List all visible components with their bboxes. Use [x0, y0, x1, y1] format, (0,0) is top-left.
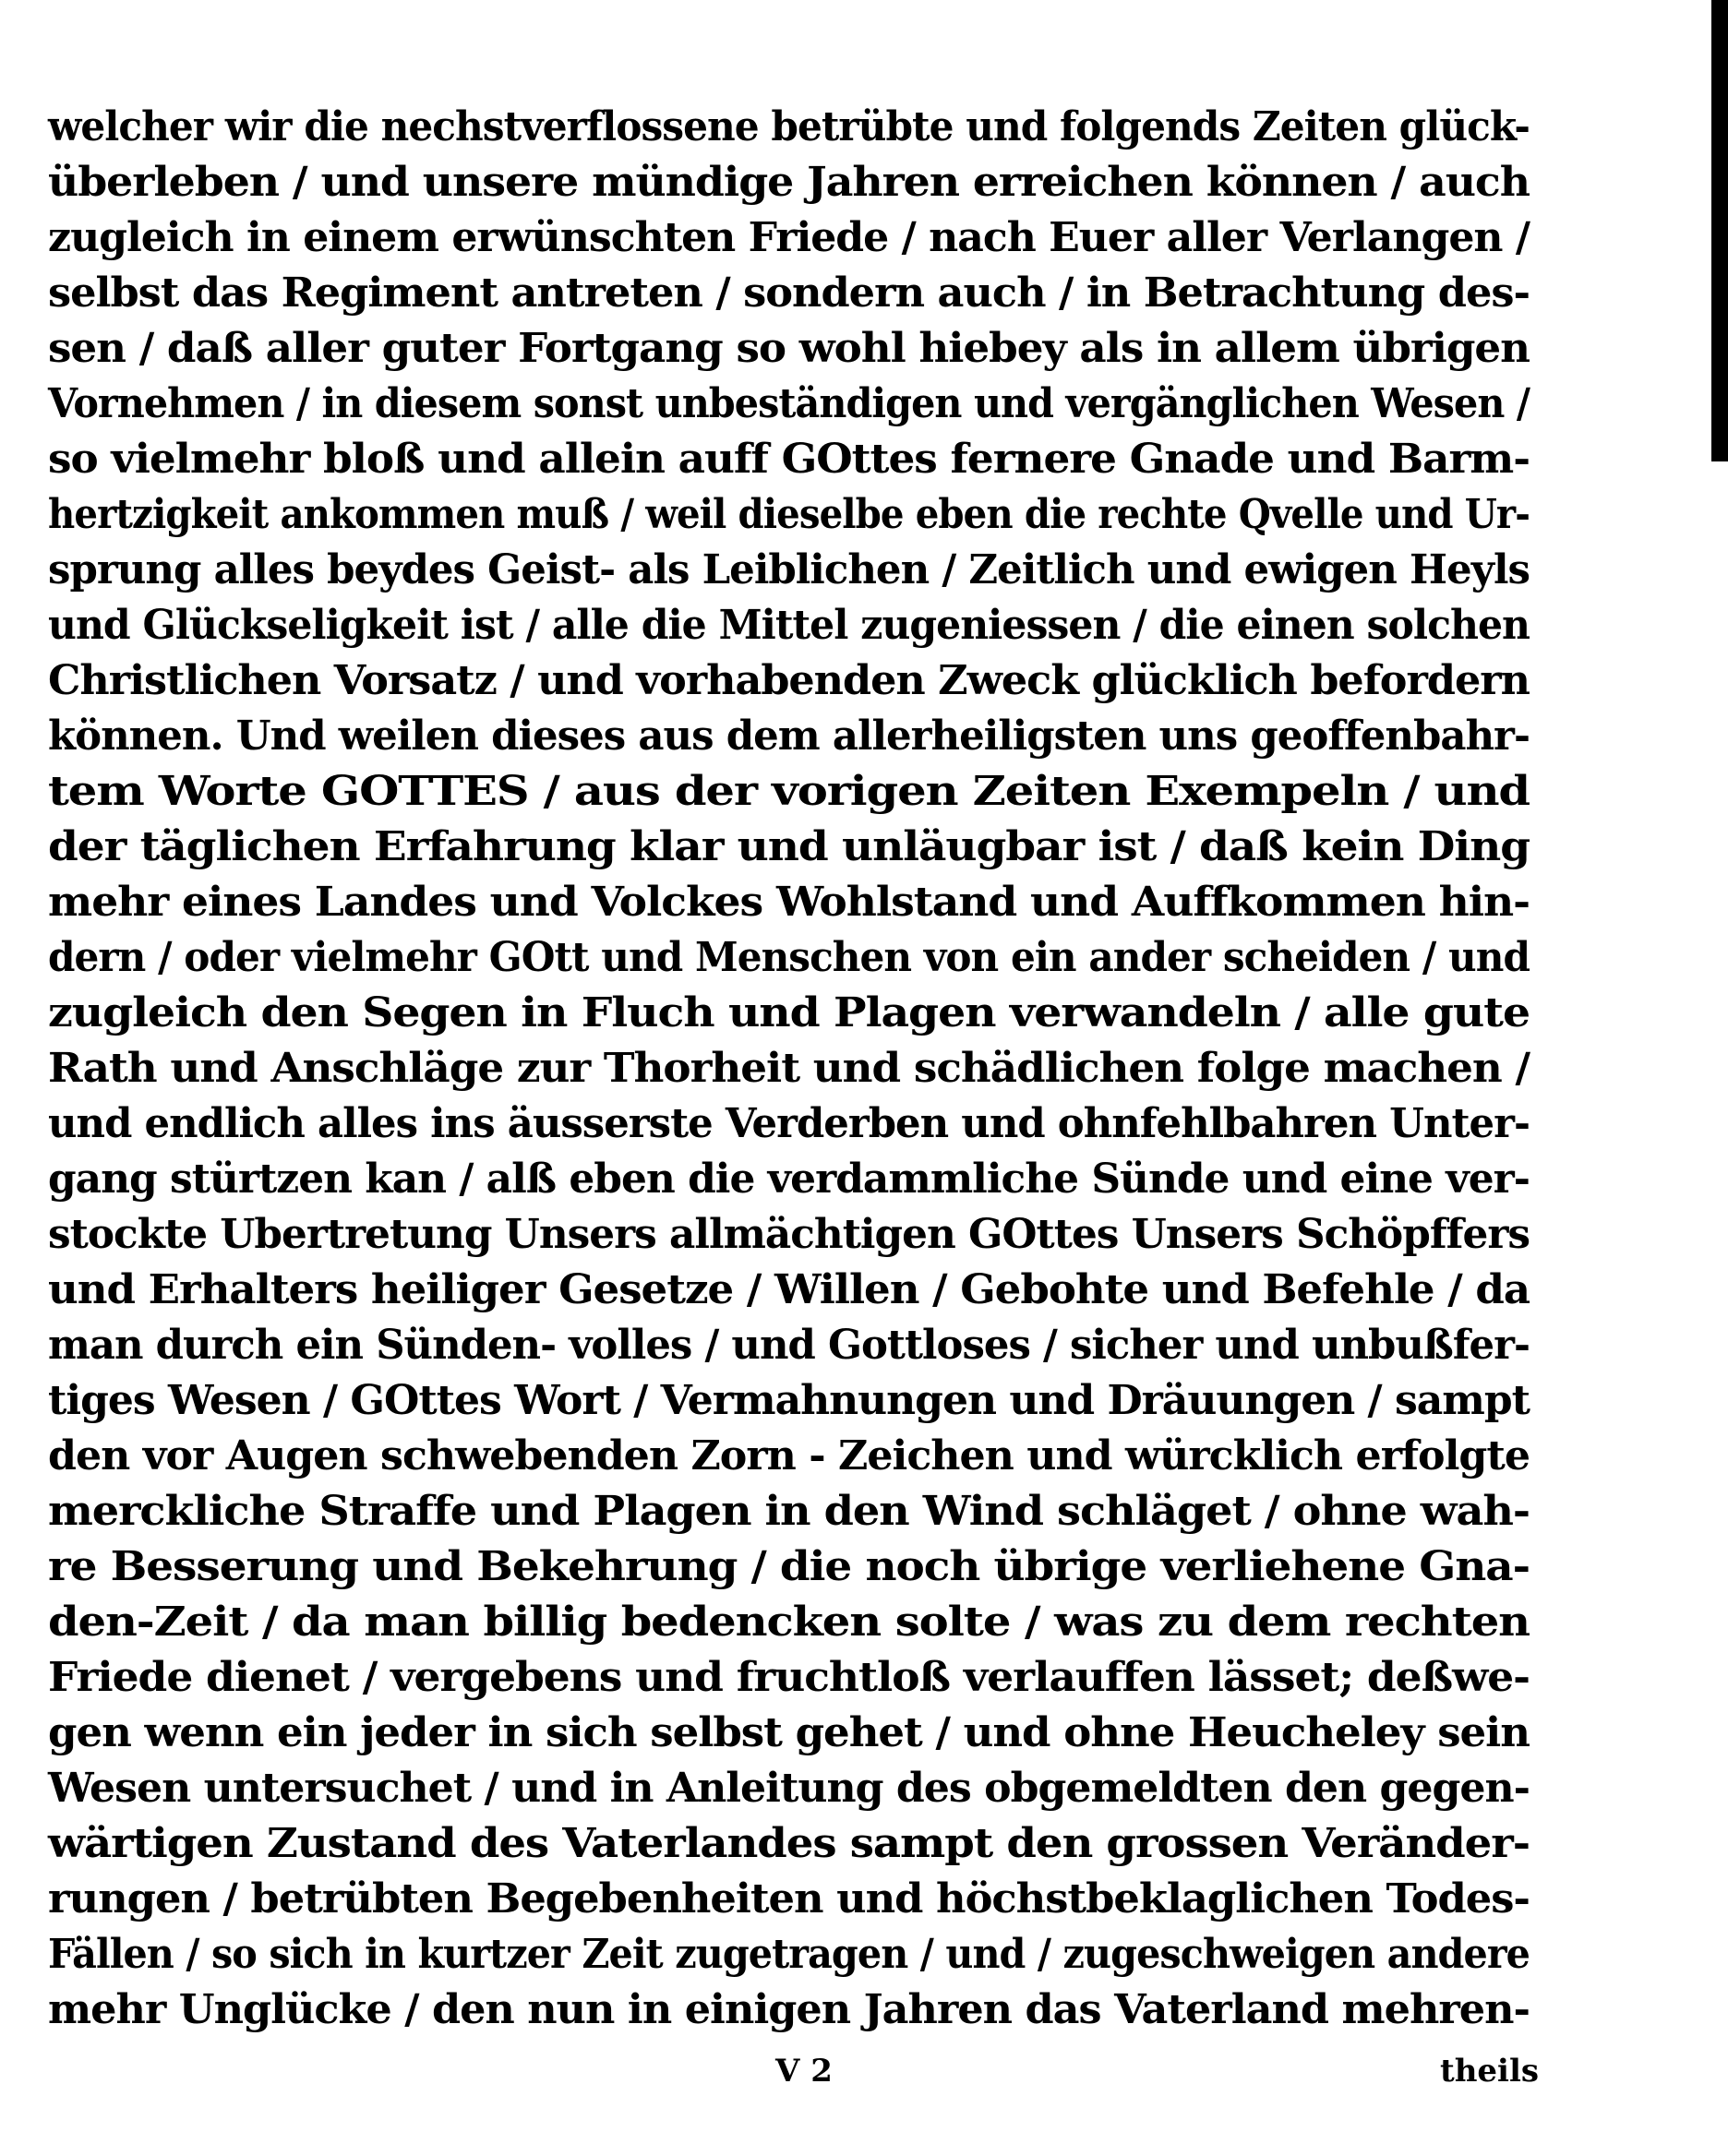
text-line: [48, 1096, 1530, 1152]
text-line-content: sen / daß aller guter Fortgang so wohl hiebey als in allem übrigen: [48, 325, 1530, 372]
text-line-content: mehr Unglücke / den nun in einigen Jahren das Vaterland mehren-: [48, 1986, 1530, 2033]
text-line: [48, 1595, 1530, 1650]
text-line-content: selbst das Regiment antreten / sondern auch / in Betrachtung des-: [48, 270, 1530, 317]
text-line-content: dern / oder vielmehr GOtt und Menschen von ein ander scheiden / und: [48, 934, 1530, 981]
text-line-content: re Besserung und Bekehrung / die noch übrige verliehene Gna-: [48, 1543, 1530, 1590]
text-line: [48, 1373, 1530, 1429]
text-line: [48, 377, 1530, 432]
text-line-content: stockte Ubertretung Unsers allmächtigen GOttes Unsers Schöpffers: [48, 1211, 1530, 1258]
text-line-content: merckliche Straffe und Plagen in den Wind schläget / ohne wah-: [48, 1488, 1530, 1535]
text-line: [48, 598, 1530, 653]
text-line: [48, 764, 1530, 820]
text-line: [48, 930, 1530, 986]
text-line-content: und Erhalters heiliger Gesetze / Willen / Gebohte und Befehle / da: [48, 1266, 1530, 1313]
text-line-content: rungen / betrübten Begebenheiten und höchstbeklaglichen Todes-: [48, 1875, 1530, 1922]
catchword: theils: [1440, 2053, 1540, 2090]
text-line-content: den vor Augen schwebenden Zorn - Zeichen und würcklich erfolgte: [48, 1432, 1530, 1479]
scan-edge: [1711, 0, 1728, 461]
text-block: [48, 100, 1530, 2038]
text-line: [48, 1263, 1530, 1318]
text-line: [48, 1816, 1530, 1872]
text-line-content: Wesen untersuchet / und in Anleitung des obgemeldten den gegen-: [48, 1765, 1530, 1812]
text-line-content: tiges Wesen / GOttes Wort / Vermahnungen und Dräuungen / sampt: [48, 1377, 1530, 1424]
text-line: [48, 986, 1530, 1041]
text-line: [48, 155, 1530, 210]
text-line-content: tem Worte GOTTES / aus der vorigen Zeiten Exempeln / und: [48, 768, 1530, 815]
text-line-content: Vornehmen / in diesem sonst unbeständigen und vergänglichen Wesen /: [48, 380, 1530, 427]
text-line: [48, 1484, 1530, 1539]
text-line: [48, 432, 1530, 487]
text-line-content: man durch ein Sünden- volles / und Gottloses / sicher und unbußfer-: [48, 1322, 1530, 1369]
text-line: [48, 1207, 1530, 1263]
text-line-content: können. Und weilen dieses aus dem allerheiligsten uns geoffenbahr-: [48, 713, 1530, 760]
text-line: [48, 1982, 1530, 2038]
text-line-content: und endlich alles ins äusserste Verderben und ohnfehlbahren Unter-: [48, 1100, 1530, 1147]
text-line: [48, 1539, 1530, 1595]
text-line-content: Christlichen Vorsatz / und vorhabenden Zweck glücklich befordern: [48, 657, 1530, 704]
text-line: [48, 543, 1530, 598]
text-line-content: den-Zeit / da man billig bedencken solte / was zu dem rechten: [48, 1599, 1530, 1646]
text-line: [48, 875, 1530, 930]
text-line-content: gang stürtzen kan / alß eben die verdammliche Sünde und eine ver-: [48, 1156, 1530, 1203]
text-line: [48, 820, 1530, 875]
text-line: [48, 709, 1530, 764]
text-line-content: sprung alles beydes Geist- als Leiblichen / Zeitlich und ewigen Heyls: [48, 546, 1530, 593]
text-line-content: Rath und Anschläge zur Thorheit und schädlichen folge machen /: [48, 1045, 1530, 1092]
text-line: [48, 1318, 1530, 1373]
text-line: [48, 1872, 1530, 1927]
text-line-content: hertzigkeit ankommen muß / weil dieselbe eben die rechte Qvelle und Ur-: [48, 491, 1530, 538]
text-line-content: überleben / und unsere mündige Jahren erreichen können / auch: [48, 159, 1530, 206]
text-line-content: wärtigen Zustand des Vaterlandes sampt den grossen Veränder-: [48, 1820, 1530, 1867]
text-line: [48, 321, 1530, 377]
text-line: [48, 487, 1530, 543]
text-line: [48, 1927, 1530, 1982]
text-line-content: gen wenn ein jeder in sich selbst gehet / und ohne Heucheley sein: [48, 1709, 1530, 1756]
text-line-content: zugleich den Segen in Fluch und Plagen verwandeln / alle gute: [48, 989, 1530, 1036]
signature-mark: V 2: [775, 2053, 833, 2090]
text-line-content: welcher wir die nechstverflossene betrübte und folgends Zeiten glück-: [48, 103, 1530, 150]
text-line: [48, 1152, 1530, 1207]
text-line-content: Friede dienet / vergebens und fruchtloß verlauffen lässet; deßwe-: [48, 1654, 1530, 1701]
text-line: [48, 100, 1530, 155]
text-line-content: Fällen / so sich in kurtzer Zeit zugetragen / und / zugeschweigen andere: [48, 1931, 1530, 1978]
text-line: [48, 1650, 1530, 1706]
text-line: [48, 1041, 1530, 1096]
text-line: [48, 1429, 1530, 1484]
text-line: [48, 1706, 1530, 1761]
text-line-content: und Glückseligkeit ist / alle die Mittel zugeniessen / die einen solchen: [48, 602, 1530, 649]
text-line-content: zugleich in einem erwünschten Friede / nach Euer aller Verlangen /: [48, 214, 1530, 261]
text-line: [48, 653, 1530, 709]
text-line: [48, 1761, 1530, 1816]
text-line: [48, 210, 1530, 266]
text-line-content: der täglichen Erfahrung klar und unläugbar ist / daß kein Ding: [48, 823, 1530, 870]
text-line: [48, 266, 1530, 321]
text-line-content: mehr eines Landes und Volckes Wohlstand und Auffkommen hin-: [48, 879, 1530, 926]
text-line-content: so vielmehr bloß und allein auff GOttes fernere Gnade und Barm-: [48, 436, 1530, 483]
